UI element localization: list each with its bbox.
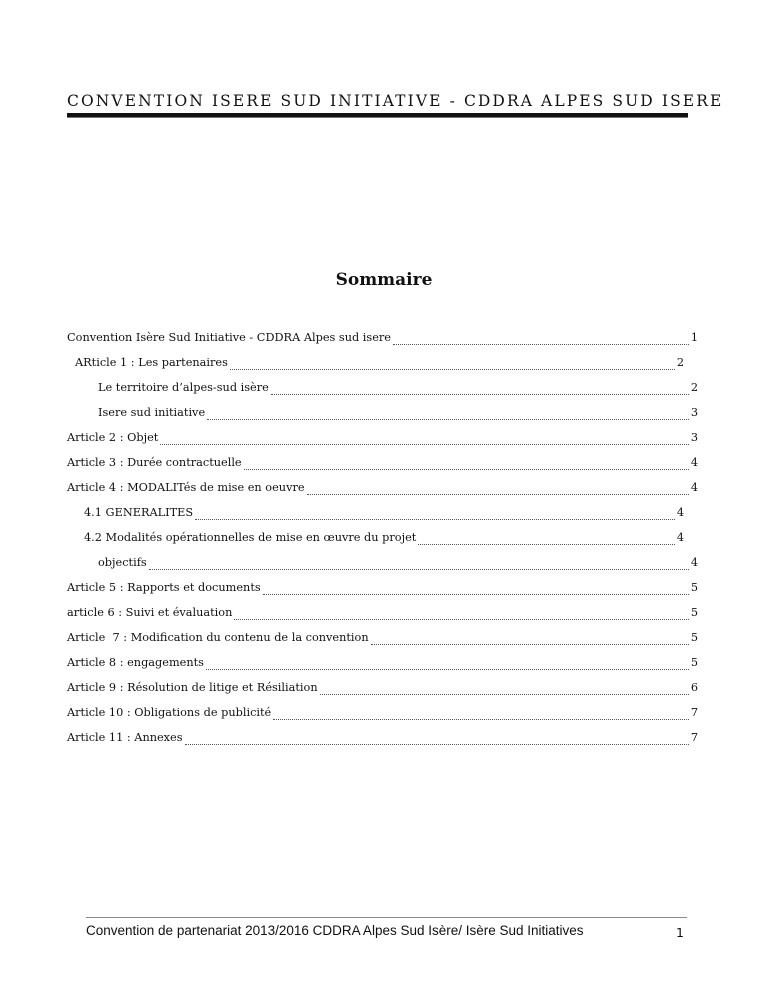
toc-entry[interactable] — [67, 656, 698, 674]
toc-leader-dots — [418, 544, 675, 545]
toc-entry-label: 4.2 Modalités opérationnelles de mise en œuvre du projet — [84, 531, 417, 544]
toc-leader-dots — [393, 344, 689, 345]
toc-entry[interactable] — [67, 606, 698, 624]
header-rule — [67, 113, 688, 118]
toc-leader-dots — [273, 719, 689, 720]
toc-entry-page: 4 — [690, 456, 698, 469]
toc-leader-dots — [320, 694, 689, 695]
toc-entry[interactable] — [67, 481, 698, 499]
footer-rule — [86, 917, 687, 918]
toc-leader-dots — [206, 669, 689, 670]
toc-leader-dots — [244, 469, 689, 470]
toc-entry-page: 2 — [676, 356, 684, 369]
toc-entry[interactable] — [75, 356, 684, 374]
toc-entry[interactable] — [67, 581, 698, 599]
toc-entry-page: 5 — [690, 631, 698, 644]
toc-entry[interactable] — [84, 506, 684, 524]
toc-entry-label: Article 4 : MODALITés de mise en oeuvre — [67, 481, 305, 494]
toc-entry[interactable] — [67, 681, 698, 699]
toc-entry-label: Article 2 : Objet — [67, 431, 159, 444]
toc-entry-page: 5 — [690, 606, 698, 619]
toc-leader-dots — [195, 519, 675, 520]
toc-entry-page: 7 — [690, 731, 698, 744]
toc-entry-label: Convention Isère Sud Initiative - CDDRA Alpes sud isere — [67, 331, 391, 344]
toc-leader-dots — [207, 419, 689, 420]
footer-page-number: 1 — [676, 925, 684, 940]
toc-entry[interactable] — [67, 456, 698, 474]
toc-entry-page: 3 — [690, 406, 698, 419]
toc-entry[interactable] — [67, 631, 698, 649]
toc-entry-label: Article 3 : Durée contractuelle — [67, 456, 242, 469]
footer-text: Convention de partenariat 2013/2016 CDDRA Alpes Sud Isère/ Isère Sud Initiatives — [86, 923, 584, 938]
toc-entry-label: ARticle 1 : Les partenaires — [75, 356, 228, 369]
toc-entry[interactable] — [67, 431, 698, 449]
toc-entry-page: 4 — [676, 506, 684, 519]
toc-entry[interactable] — [67, 731, 698, 749]
toc-entry-label: objectifs — [98, 556, 147, 569]
toc-leader-dots — [263, 594, 689, 595]
toc-entry-label: Article 8 : engagements — [67, 656, 204, 669]
toc-entry-label: Article 11 : Annexes — [67, 731, 183, 744]
toc-entry-page: 4 — [676, 531, 684, 544]
toc-entry-page: 6 — [690, 681, 698, 694]
toc-entry-page: 5 — [690, 581, 698, 594]
toc-leader-dots — [307, 494, 689, 495]
toc-leader-dots — [371, 644, 689, 645]
toc-entry-page: 5 — [690, 656, 698, 669]
toc-entry[interactable] — [98, 381, 698, 399]
toc-entry-page: 7 — [690, 706, 698, 719]
toc-entry[interactable] — [67, 331, 698, 349]
toc-entry[interactable] — [84, 531, 684, 549]
toc-entry-page: 1 — [690, 331, 698, 344]
toc-leader-dots — [234, 619, 688, 620]
toc-leader-dots — [230, 369, 675, 370]
toc-entry[interactable] — [98, 556, 698, 574]
toc-entry-label: Le territoire d’alpes-sud isère — [98, 381, 269, 394]
toc-leader-dots — [185, 744, 689, 745]
running-header-title: CONVENTION ISERE SUD INITIATIVE - CDDRA ALPES SUD ISERE — [67, 92, 724, 110]
toc-entry-label: Article 10 : Obligations de publicité — [67, 706, 272, 719]
toc-entry-label: Article 9 : Résolution de litige et Résiliation — [67, 681, 318, 694]
toc-entry-page: 3 — [690, 431, 698, 444]
toc-leader-dots — [271, 394, 689, 395]
toc-entry[interactable] — [67, 706, 698, 724]
toc-entry-label: 4.1 GENERALITES — [84, 506, 194, 519]
toc-entry-page: 4 — [690, 481, 698, 494]
toc-entry-page: 2 — [690, 381, 698, 394]
toc-entry-label: Article 5 : Rapports et documents — [67, 581, 261, 594]
toc-entry-label: Article 7 : Modification du contenu de la convention — [67, 631, 369, 644]
toc-entry-label: article 6 : Suivi et évaluation — [67, 606, 233, 619]
toc-leader-dots — [149, 569, 689, 570]
toc-heading: Sommaire — [335, 270, 433, 290]
toc-entry-page: 4 — [690, 556, 698, 569]
toc-entry-label: Isere sud initiative — [98, 406, 206, 419]
toc-entry[interactable] — [98, 406, 698, 424]
toc-leader-dots — [160, 444, 688, 445]
